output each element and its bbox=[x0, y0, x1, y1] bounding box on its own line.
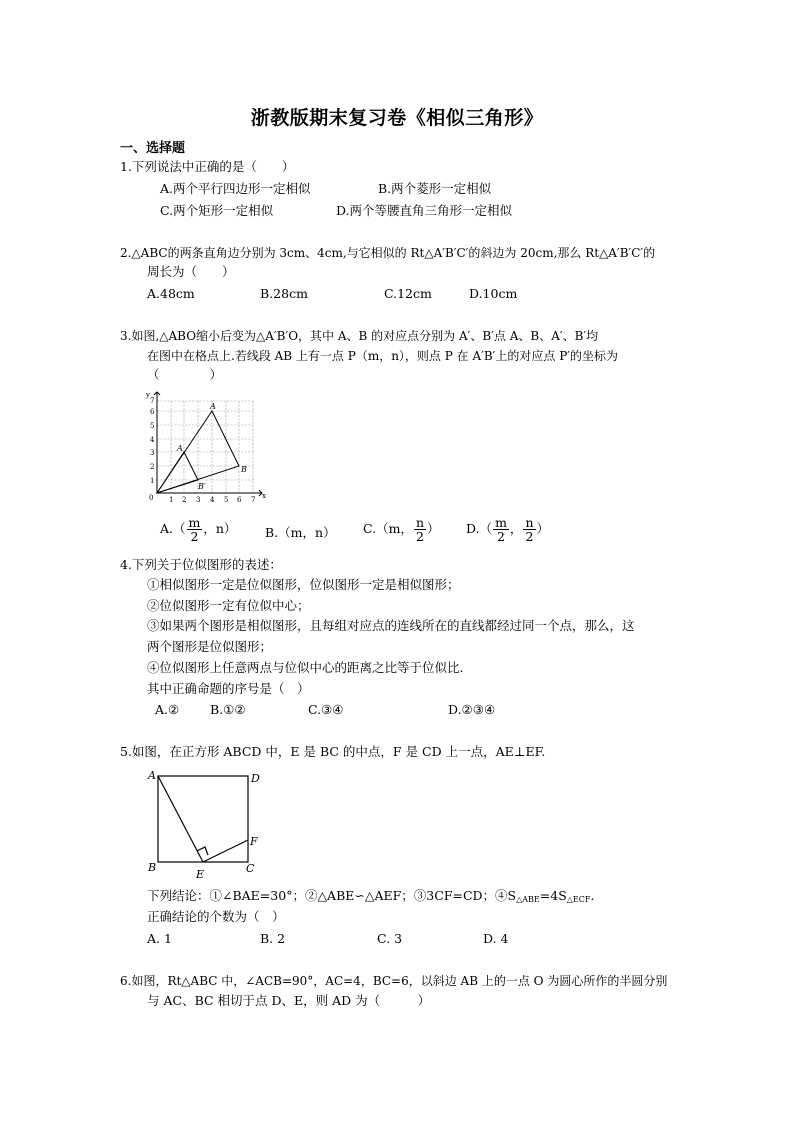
question-3-option-a: A.（ $\frac{m}{2}$ ，n） bbox=[160, 515, 237, 544]
graph-y-tick: 5 bbox=[150, 422, 155, 430]
figure-label-A: A bbox=[148, 769, 156, 782]
question-2-option-c: C.12cm bbox=[384, 286, 432, 301]
graph-y-tick: 4 bbox=[150, 436, 155, 444]
question-1-option-d: D.两个等腰直角三角形一定相似 bbox=[336, 203, 513, 218]
graph-y-tick: 1 bbox=[150, 477, 155, 485]
question-2-option-a: A.48cm bbox=[147, 286, 195, 301]
question-2-line-1: 2.△ABC的两条直角边分别为 3cm、4cm,与它相似的 Rt△A′B′C′的斜边为 20cm,那么 Rt△A′B′C′的 bbox=[120, 246, 656, 260]
question-5-conclusions: 下列结论：①∠BAE=30°；②△ABE∽△AEF；③3CF=CD；$④S_{\triangle ABE}=4S_{\triangle ECF}$. bbox=[147, 888, 595, 904]
graph-x-tick: 3 bbox=[196, 496, 201, 504]
graph-x-tick: 7 bbox=[251, 496, 256, 504]
question-3-line-2: 在图中在格点上.若线段 AB 上有一点 P（m，n），则点 P 在 A′B′上的对应点 P′的坐标为 bbox=[147, 349, 618, 363]
question-5-option-c: C. 3 bbox=[377, 931, 403, 946]
graph-x-tick: 4 bbox=[210, 496, 215, 504]
question-5-stem: 5.如图，在正方形 ABCD 中，E 是 BC 的中点，F 是 CD 上一点，AE⊥EF. bbox=[120, 744, 546, 759]
question-3-option-d: D.（ $\frac{m}{2}$ ， $\frac{n}{2}$ ） bbox=[466, 515, 550, 544]
question-1-option-b: B.两个菱形一定相似 bbox=[378, 181, 492, 196]
graph-origin-label: 0 bbox=[149, 494, 154, 502]
graph-y-axis-label: y bbox=[146, 391, 150, 399]
question-4-option-a: A.② bbox=[155, 702, 180, 717]
question-3-option-c: C.（m， $\frac{n}{2}$ ） bbox=[363, 515, 440, 544]
question-1-option-a: A.两个平行四边形一定相似 bbox=[160, 181, 311, 196]
question-5-ask: 正确结论的个数为（ ） bbox=[147, 909, 285, 924]
question-2-option-d: D.10cm bbox=[469, 286, 518, 301]
question-4-statement-3b: 两个图形是位似图形； bbox=[147, 639, 273, 654]
question-4-stem: 4.下列关于位似图形的表述： bbox=[120, 557, 282, 572]
question-5-option-d: D. 4 bbox=[483, 931, 509, 946]
question-5-option-a: A. 1 bbox=[147, 931, 172, 946]
graph-x-axis-label: x bbox=[262, 492, 266, 500]
figure-label-D: D bbox=[251, 772, 260, 785]
document-title: 浙教版期末复习卷《相似三角形》 bbox=[250, 107, 544, 129]
graph-x-tick: 2 bbox=[182, 496, 187, 504]
question-4-statement-1: ①相似图形一定是位似图形，位似图形一定是相似图形； bbox=[147, 577, 460, 592]
graph-point-B-prime-label: B′ bbox=[198, 482, 206, 491]
question-2-line-2: 周长为（ ） bbox=[147, 264, 235, 279]
question-4-ask: 其中正确命题的序号是（ ） bbox=[147, 681, 310, 696]
figure-label-C: C bbox=[246, 862, 255, 875]
question-4-option-b: B.①② bbox=[210, 702, 246, 717]
question-3-line-3: （ ） bbox=[147, 367, 223, 382]
question-3-option-b: B.（m，n） bbox=[265, 525, 336, 540]
graph-y-tick: 7 bbox=[150, 397, 155, 405]
graph-y-tick: 2 bbox=[150, 463, 155, 471]
graph-y-tick: 3 bbox=[150, 449, 155, 457]
question-5-option-b: B. 2 bbox=[260, 931, 286, 946]
graph-point-B-label: B bbox=[241, 465, 247, 474]
figure-label-F: F bbox=[250, 835, 258, 848]
question-1-stem: 1.下列说法中正确的是（ ） bbox=[120, 159, 295, 174]
question-4-statement-2: ②位似图形一定有位似中心； bbox=[147, 598, 310, 613]
graph-y-tick: 6 bbox=[150, 408, 155, 416]
question-4-option-d: D.②③④ bbox=[448, 702, 496, 717]
graph-x-tick: 6 bbox=[237, 496, 242, 504]
graph-x-tick: 5 bbox=[224, 496, 229, 504]
section-heading: 一、选择题 bbox=[120, 141, 186, 156]
graph-point-A-prime-label: A bbox=[177, 444, 183, 453]
question-4-option-c: C.③④ bbox=[308, 702, 344, 717]
question-6-line-2: 与 AC、BC 相切于点 D、E，则 AD 为（ ） bbox=[147, 993, 431, 1008]
figure-label-E: E bbox=[196, 868, 205, 881]
graph-x-tick: 1 bbox=[169, 496, 174, 504]
question-4-statement-4: ④位似图形上任意两点与位似中心的距离之比等于位似比. bbox=[147, 660, 464, 675]
graph-point-A-label: A bbox=[210, 402, 216, 411]
question-3-line-1: 3.如图,△ABO缩小后变为△A′B′O，其中 A、B 的对应点分别为 A′、B′点 A、B、A′、B′均 bbox=[120, 329, 599, 343]
question-6-line-1: 6.如图，Rt△ABC 中，∠ACB=90°，AC=4，BC=6，以斜边 AB 上的一点 O 为圆心所作的半圆分别 bbox=[120, 974, 668, 988]
question-3-coordinate-graph bbox=[143, 388, 268, 508]
question-1-option-c: C.两个矩形一定相似 bbox=[160, 203, 274, 218]
figure-label-B: B bbox=[148, 861, 157, 874]
question-2-option-b: B.28cm bbox=[260, 286, 308, 301]
question-5-square-figure bbox=[146, 766, 268, 882]
question-4-statement-3a: ③如果两个图形是相似图形，且每组对应点的连线所在的直线都经过同一个点，那么，这 bbox=[147, 618, 635, 633]
